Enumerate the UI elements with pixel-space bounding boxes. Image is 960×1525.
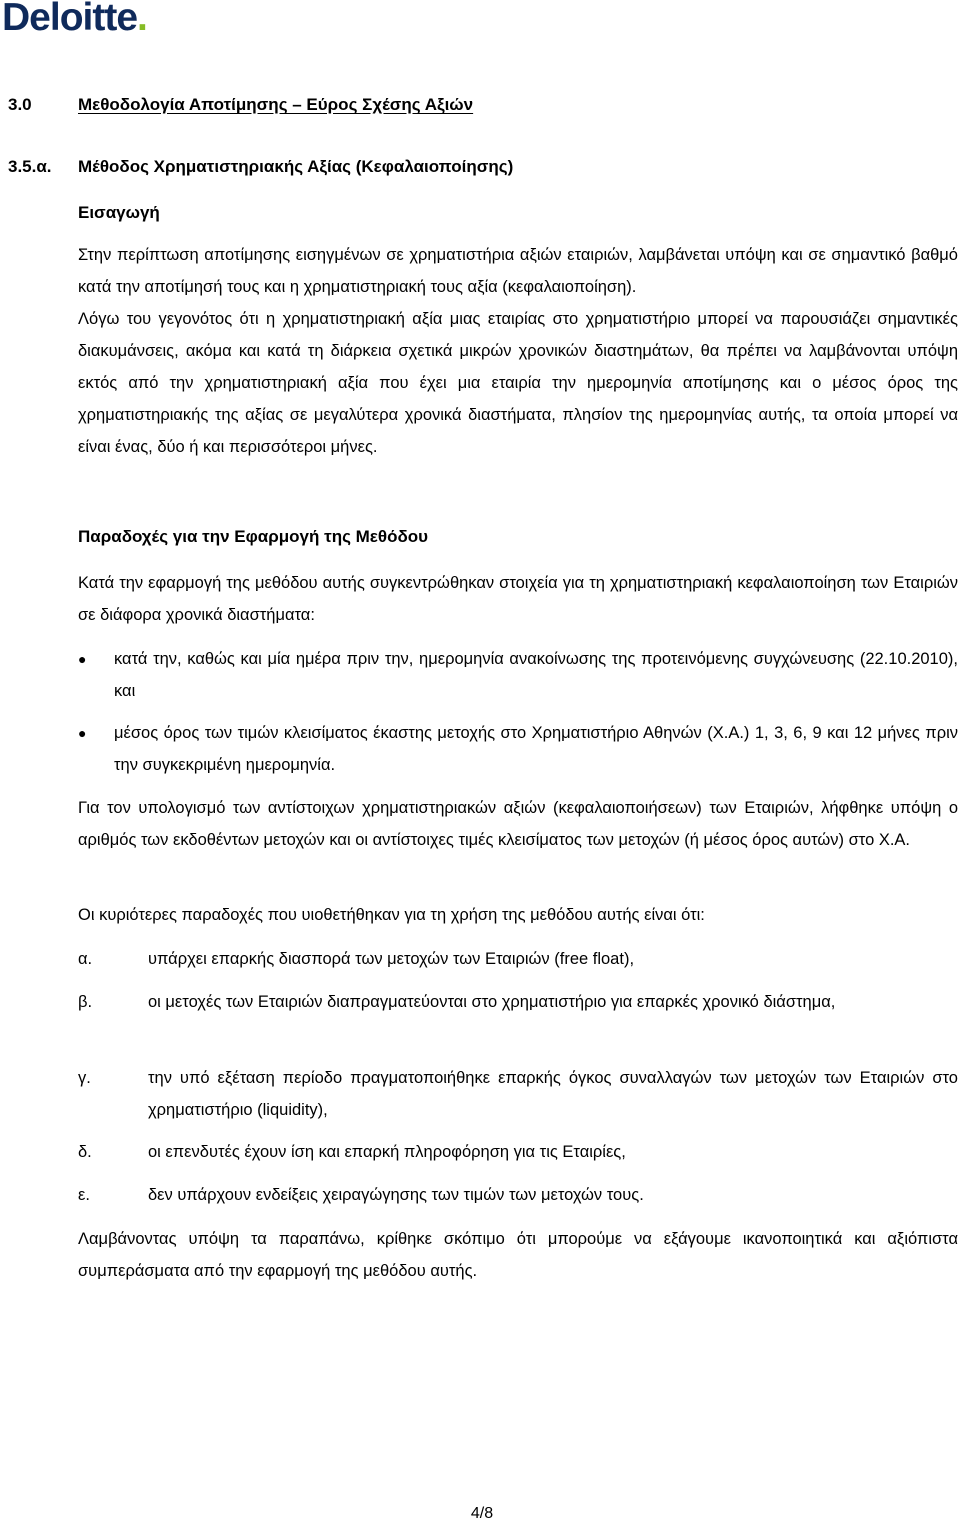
list-item-text: οι μετοχές των Εταιριών διαπραγματεύονται στο χρηματιστήριο για επαρκές χρονικό διάστημα, (148, 993, 836, 1011)
list-item (78, 943, 958, 975)
list-marker: β. (78, 993, 93, 1011)
list-marker: ε. (78, 1186, 90, 1204)
list-item-text: οι επενδυτές έχουν ίση και επαρκή πληροφόρηση για τις Εταιρίες, (148, 1143, 626, 1161)
section-heading (8, 95, 473, 115)
intro-paragraph-1: Στην περίπτωση αποτίμησης εισηγμένων σε χρηματιστήρια αξιών εταιριών, λαμβάνεται υπόψη και σε σημαντικό βαθμό κατά την αποτίμησή τους και η χρηματιστηριακή τους αξία (κεφαλαιοποίηση). (78, 246, 958, 296)
intro-title: Εισαγωγή (78, 203, 160, 222)
bullet-text: μέσος όρος των τιμών κλεισίματος έκαστης μετοχής στο Χρηματιστήριο Αθηνών (Χ.Α.) 1, 3, 6, 9 και 12 μήνες πριν την συγκεκριμένη ημερομηνία. (114, 724, 958, 774)
subsection-number: 3.5.α. (8, 157, 52, 176)
list-item (78, 643, 958, 707)
section-title: Μεθοδολογία Αποτίμησης – Εύρος Σχέσης Αξιών (78, 95, 474, 114)
list-item (78, 1136, 958, 1168)
assumptions-paragraph-3: Οι κυριότερες παραδοχές που υιοθετήθηκαν για τη χρήση της μεθόδου αυτής είναι ότι: (78, 906, 705, 924)
page-number: 4/8 (470, 1505, 494, 1522)
subsection-heading (8, 157, 513, 177)
bullet-icon: ● (78, 725, 87, 741)
conclusion-paragraph: Λαμβάνοντας υπόψη τα παραπάνω, κρίθηκε σκόπιμο ότι μπορούμε να εξάγουμε ικανοποιητικά και αξιόπιστα συμπεράσματα από την εφαρμογή της μεθόδου αυτής. (78, 1230, 958, 1280)
assumptions-paragraph-1: Κατά την εφαρμογή της μεθόδου αυτής συγκεντρώθηκαν στοιχεία για τη χρηματιστηριακή κεφαλαιοποίηση των Εταιριών σε διάφορα χρονικά διαστήματα: (78, 574, 958, 624)
list-item-text: δεν υπάρχουν ενδείξεις χειραγώγησης των τιμών των μετοχών τους. (148, 1186, 644, 1204)
intro-paragraph-2: Λόγω του γεγονότος ότι η χρηματιστηριακή αξία μιας εταιρίας στο χρηματιστήριο μπορεί να παρουσιάζει σημαντικές διακυμάνσεις, ακόμα και κατά τη διάρκεια σχετικά μικρών χρονικών διαστημάτων, θα πρέπει να λαμβάνονται υπόψη εκτός από την χρηματιστηριακή αξία που έχει μια εταιρία την ημερομηνία αποτίμησης και ο μέσος όρος της χρηματιστηριακής της αξίας σε μεγαλύτερα χρονικά διαστήματα, πλησίον της ημερομηνίας αυτής, τα οποία μπορεί να είναι ένας, δύο ή και περισσότεροι μήνες. (78, 310, 958, 456)
bullet-icon: ● (78, 651, 87, 667)
list-item (78, 986, 958, 1018)
assumptions-title: Παραδοχές για την Εφαρμογή της Μεθόδου (78, 527, 429, 546)
logo-text: Deloitte (2, 0, 138, 39)
list-item (78, 1062, 958, 1126)
subsection-title: Μέθοδος Χρηματιστηριακής Αξίας (Κεφαλαιοποίησης) (78, 157, 514, 176)
assumptions-paragraph-2: Για τον υπολογισμό των αντίστοιχων χρηματιστηριακών αξιών (κεφαλαιοποιήσεων) των Εταιριών, λήφθηκε υπόψη ο αριθμός των εκδοθέντων μετοχών και οι αντίστοιχες τιμές κλεισίματος των μετοχών (ή μέσος όρος αυτών) στο Χ.Α. (78, 799, 958, 849)
deloitte-logo (2, 0, 147, 40)
list-marker: γ. (78, 1069, 91, 1087)
logo-dot: . (137, 0, 147, 39)
list-item (78, 1179, 958, 1211)
section-number: 3.0 (8, 95, 32, 114)
list-marker: δ. (78, 1143, 92, 1161)
bullet-text: κατά την, καθώς και μία ημέρα πριν την, ημερομηνία ανακοίνωσης της προτεινόμενης συγχώνευσης (22.10.2010), και (114, 650, 958, 700)
list-item-text: την υπό εξέταση περίοδο πραγματοποιήθηκε επαρκής όγκος συναλλαγών των μετοχών των Εταιριών στο χρηματιστήριο (liquidity), (148, 1069, 958, 1119)
list-item-text: υπάρχει επαρκής διασπορά των μετοχών των Εταιριών (free float), (148, 950, 635, 968)
list-item (78, 717, 958, 781)
list-marker: α. (78, 950, 93, 968)
